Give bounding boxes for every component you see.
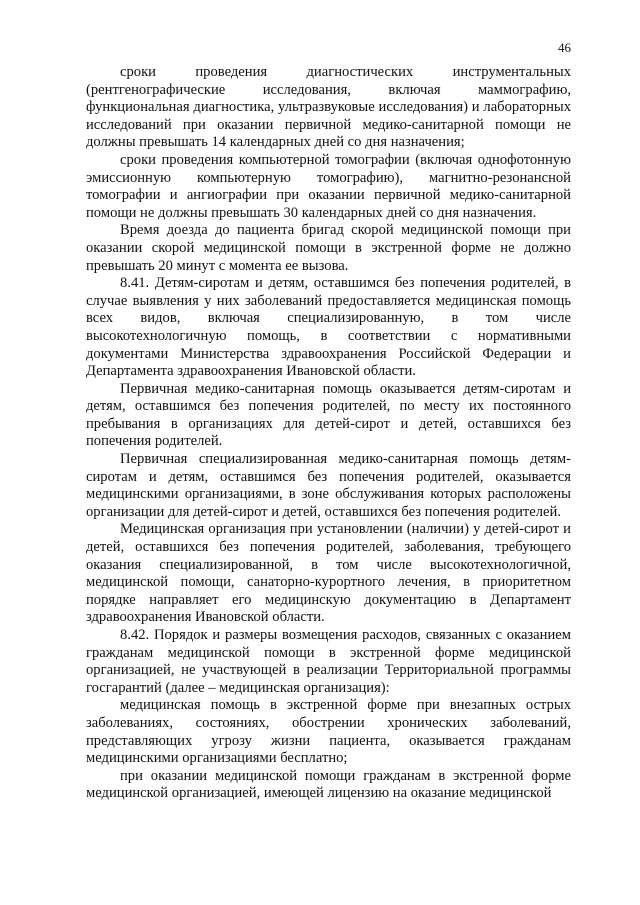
paragraph-specialized-primary-care: Первичная специализированная медико-санитарная помощь детям-сиротам и детям, оставшимся без попечения родителей, оказывается медицинскими организациями, в зоне обслуживания которых расположены организации для детей-сирот и детей, оставшихся без попечения родителей. [86,451,571,520]
paragraph-emergency-care-license: при оказании медицинской помощи гражданам в экстренной форме медицинской организацией, имеющей лицензию на оказание медицинской [86,767,571,802]
paragraph-ambulance-arrival: Время доезда до пациента бригад скорой медицинской помощи при оказании скорой медицинской помощи в экстренной форме не должно превышать 20 минут с момента ее вызова. [86,222,571,274]
document-body [86,64,571,803]
paragraph-emergency-care-free: медицинская помощь в экстренной форме при внезапных острых заболеваниях, состояниях, обострении хронических заболеваний, представляющих угрозу жизни пациента, оказывается гражданам медицинскими организациями бесплатно; [86,697,571,767]
paragraph-organization-referral: Медицинская организация при установлении (наличии) у детей-сирот и детей, оставшихся без попечения родителей, заболевания, требующего оказания специализированной, в том числе высокотехнологичной, медицинской помощи, санаторно-курортного лечения, в приоритетном порядке направляет его медицинскую документацию в Департамент здравоохранения Ивановской области. [86,521,571,626]
paragraph-8-42: 8.42. Порядок и размеры возмещения расходов, связанных с оказанием гражданам медицинской помощи в экстренной форме медицинской организацией, не участвующей в реализации Территориальной программы госгарантий (далее – медицинская организация): [86,627,571,696]
page-number: 46 [558,40,571,55]
paragraph-diagnostic-deadlines: сроки проведения диагностических инструментальных (рентгенографические исследования, включая маммографию, функциональная диагностика, ультразвуковые исследования) и лабораторных исследований при оказании первичной медико-санитарной помощи не должны превышать 14 календарных дней со дня назначения; [86,64,571,151]
paragraph-primary-care-orphans: Первичная медико-санитарная помощь оказывается детям-сиротам и детям, оставшимся без попечения родителей, по месту их постоянного пребывания в организациях для детей-сирот и детей, оставшихся без попечения родителей. [86,380,571,450]
paragraph-8-41: 8.41. Детям-сиротам и детям, оставшимся без попечения родителей, в случае выявления у них заболеваний предоставляется медицинская помощь всех видов, включая специализированную, в том числе высокотехнологичную помощь, в соответствии с нормативными документами Министерства здравоохранения Российской Федерации и Департамента здравоохранения Ивановской области. [86,275,571,380]
paragraph-tomography-deadlines: сроки проведения компьютерной томографии (включая однофотонную эмиссионную компьютерную томографию), магнитно-резонансной томографии и ангиографии при оказании первичной медико-санитарной помощи не должны превышать 30 календарных дней со дня назначения. [86,151,571,221]
